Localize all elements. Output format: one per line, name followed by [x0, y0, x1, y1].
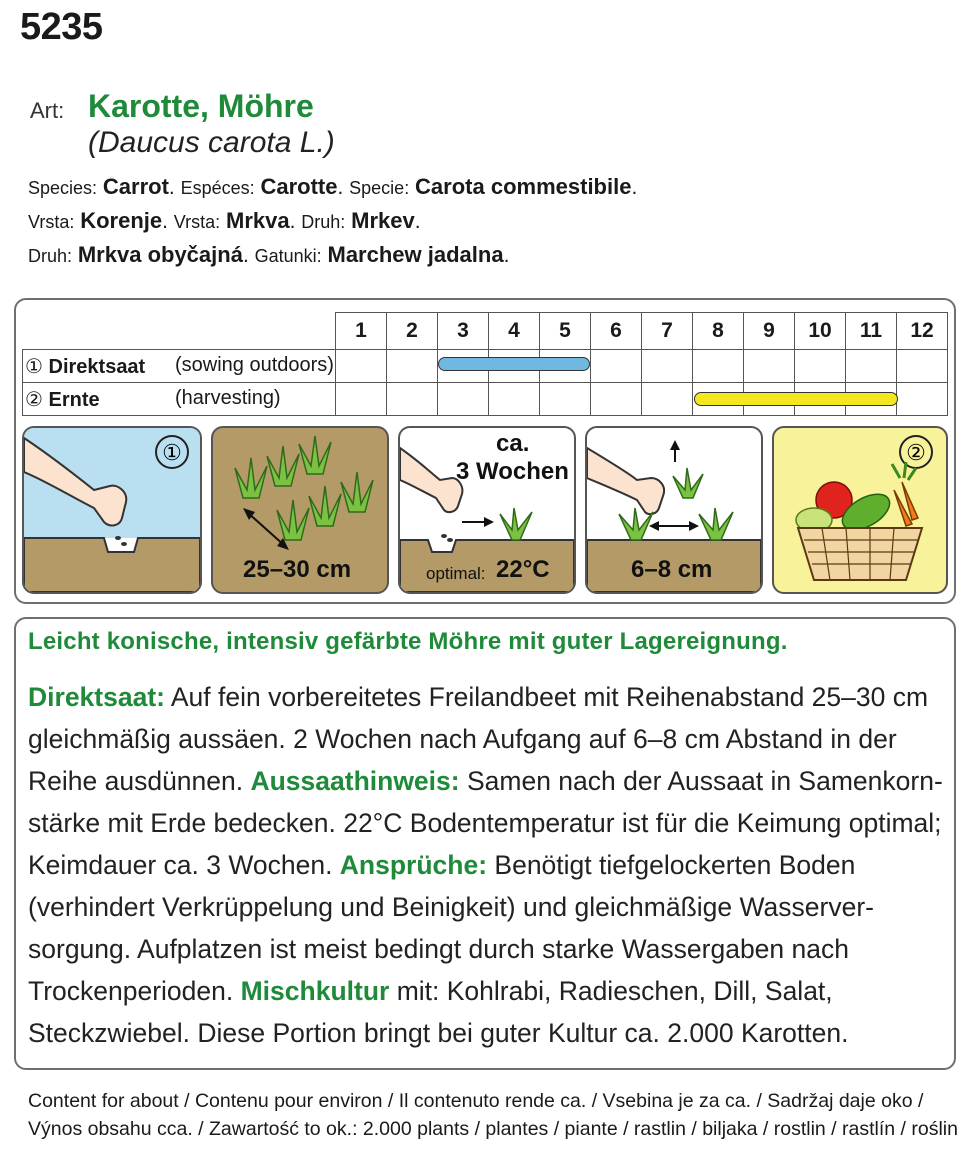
description-headline: Leicht konische, intensiv gefärbte Möhre mit guter Lagereignung.: [28, 628, 788, 655]
text-direct-sowing: Auf fein vorbereitetes Freilandbeet mit Reihenabstand 25–30 cm gleichmäßig aussäen. 2 Wochen nach Aufgang auf 6–8 cm Abstand in der Reihe ausdünnen.: [28, 682, 929, 796]
keyword-direct-sowing: Direktsaat:: [28, 682, 165, 712]
row-title: Direktsaat: [48, 355, 146, 378]
art-latin: (Daucus carota L.): [88, 126, 335, 159]
species-value: Carota commestibile: [415, 174, 632, 199]
thinning-spacing-label: 6–8 cm: [631, 556, 713, 583]
calendar-month-row: [23, 313, 948, 350]
row-subtitle: (harvesting): [175, 386, 281, 409]
keyword-requirements: Ansprüche:: [339, 850, 488, 880]
row-spacing-label: 25–30 cm: [243, 556, 352, 583]
row-title: Ernte: [48, 388, 100, 411]
text-requirements: Benötigt tiefgelockerten Boden (verhindert Verkrüppelung und Beinigkeit) und gleichmäßige Wasserver-sorgung. Aufplatzen ist meist bedingt durch starke Wassergaben nach Trockenperioden.: [28, 850, 874, 1006]
harvest-period-bar: [694, 392, 898, 406]
harvest-panel: [772, 426, 948, 594]
sowing-panel: [22, 426, 202, 594]
month-4: 4: [489, 313, 540, 350]
calendar-corner: [23, 313, 336, 350]
species-value: Carotte: [260, 174, 338, 199]
species-label: Vrsta:: [173, 212, 221, 232]
month-12: 12: [897, 313, 948, 350]
species-label: Druh:: [28, 246, 73, 266]
month-6: 6: [591, 313, 642, 350]
species-line: Species: Carrot. Espéces: Carotte. Specie: Carota commestibile.: [28, 174, 638, 199]
species-value: Mrkva obyčajná: [77, 242, 243, 267]
species-value: Marchew jadalna: [327, 242, 504, 267]
species-value: Carrot: [102, 174, 169, 199]
month-11: 11: [846, 313, 897, 350]
sowing-period-bar: [438, 357, 590, 371]
species-label: Specie:: [349, 178, 410, 198]
panel-number: ②: [906, 440, 926, 465]
species-line: Druh: Mrkva obyčajná. Gatunki: Marchew jadalna.: [28, 242, 510, 267]
row-subtitle: (sowing outdoors): [175, 353, 334, 376]
vegetable-basket-icon: [774, 428, 946, 592]
hand-sowing-icon: [24, 428, 200, 592]
month-10: 10: [795, 313, 846, 350]
species-label: Vrsta:: [28, 212, 75, 232]
description-body: [28, 676, 944, 1054]
row-label-harvest: [23, 383, 336, 416]
month-1: 1: [336, 313, 387, 350]
month-3: 3: [438, 313, 489, 350]
row-number: ①: [25, 355, 43, 378]
keyword-mixed-culture: Mischkultur: [240, 976, 390, 1006]
duration-ca: ca.: [496, 430, 530, 457]
species-value: Korenje: [80, 208, 163, 233]
footer-line-2: Výnos obsahu cca. / Zawartość to ok.: 2.000 plants / plantes / piante / rastlin / biljaka / rostlin / rastlín / roślin: [28, 1118, 958, 1140]
keyword-sowing-hint: Aussaathinweis:: [250, 766, 460, 796]
species-label: Espéces:: [180, 178, 255, 198]
month-7: 7: [642, 313, 693, 350]
text-sowing-hint: Samen nach der Aussaat in Samenkorn-stärke mit Erde bedecken. 22°C Bodentemperatur ist für die Keimung optimal; Keimdauer ca. 3 Wochen.: [28, 766, 943, 880]
species-label: Species:: [28, 178, 98, 198]
month-2: 2: [387, 313, 438, 350]
art-label: Art:: [30, 98, 65, 123]
month-9: 9: [744, 313, 795, 350]
month-8: 8: [693, 313, 744, 350]
product-code: 5235: [20, 6, 103, 48]
germination-panel: [398, 426, 576, 594]
footer-line-1: Content for about / Contenu pour environ / Il contenuto rende ca. / Vsebina je za ca. / Sadržaj daje oko /: [28, 1090, 924, 1112]
thinning-panel: [585, 426, 763, 594]
species-value: Mrkev: [351, 208, 415, 233]
species-value: Mrkva: [226, 208, 290, 233]
species-line: Vrsta: Korenje. Vrsta: Mrkva. Druh: Mrkev.: [28, 208, 421, 233]
panel-number: ①: [162, 440, 182, 465]
species-label: Druh:: [301, 212, 346, 232]
month-5: 5: [540, 313, 591, 350]
row-label-sowing: [23, 350, 336, 383]
art-name: Karotte, Möhre: [88, 88, 314, 124]
optimal-temperature: 22°C: [496, 556, 550, 583]
row-number: ②: [25, 388, 43, 411]
species-label: Gatunki:: [254, 246, 322, 266]
duration-weeks: 3 Wochen: [456, 458, 569, 485]
text-mixed-culture: mit: Kohlrabi, Radieschen, Dill, Salat, Steckzwiebel. Diese Portion bringt bei guter Kultur ca. 2.000 Karotten.: [28, 976, 849, 1048]
row-spacing-panel: [211, 426, 389, 594]
optimal-label: optimal:: [426, 564, 486, 583]
